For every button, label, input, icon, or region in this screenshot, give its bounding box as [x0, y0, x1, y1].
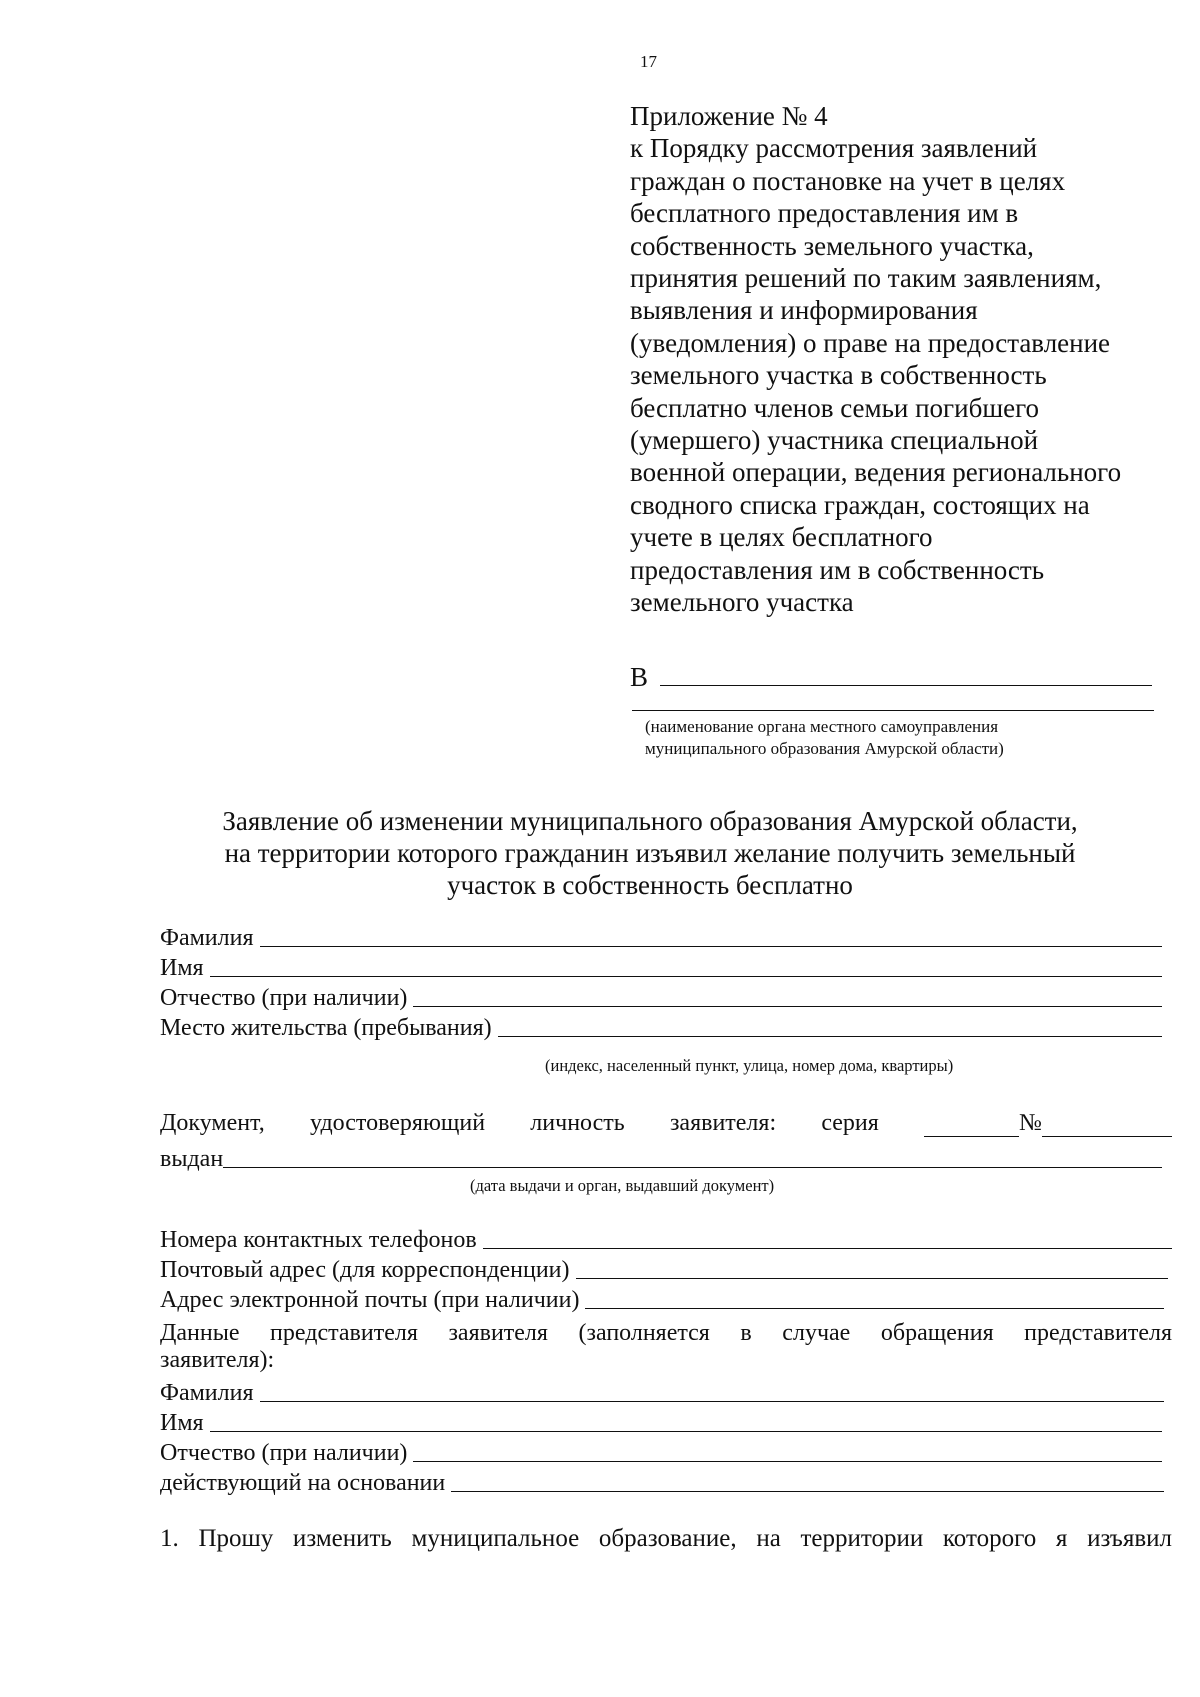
appendix-line: собственность земельного участка, — [630, 230, 1034, 261]
appendix-line: принятия решений по таким заявлениям, — [630, 263, 1102, 294]
issued-hint: (дата выдачи и орган, выдавший документ) — [470, 1176, 775, 1195]
appendix-line: бесплатного предоставления им в — [630, 198, 1019, 229]
identity-document-row — [160, 1110, 1172, 1137]
appendix-line: Приложение № 4 — [630, 101, 828, 131]
rep-basis-input[interactable] — [451, 1469, 1164, 1492]
appendix-line: учете в целях бесплатного — [630, 522, 933, 553]
name-input[interactable] — [210, 954, 1162, 977]
appendix-line: земельного участка — [630, 587, 854, 618]
appendix-line: выявления и информирования — [630, 295, 978, 326]
rep-name-label: Имя — [160, 1410, 204, 1436]
issued-input[interactable] — [223, 1145, 1162, 1168]
addressee-input-line2[interactable] — [632, 710, 1154, 711]
addressee-hint — [645, 716, 1004, 760]
patronymic-label: Отчество (при наличии) — [160, 985, 408, 1011]
appendix-line: (умершего) участника специальной — [630, 425, 1039, 456]
surname-label: Фамилия — [160, 925, 254, 951]
rep-patronymic-row — [160, 1437, 1162, 1467]
name-row — [160, 952, 1162, 982]
doc-series-number — [924, 1110, 1172, 1137]
title-line: Заявление об изменении муниципального образования Амурской области, — [222, 806, 1078, 836]
series-input[interactable] — [924, 1116, 1019, 1137]
appendix-line: (уведомления) о праве на предоставление — [630, 327, 1111, 358]
email-label: Адрес электронной почты (при наличии) — [160, 1287, 580, 1313]
doc-word: личность — [530, 1110, 625, 1136]
phones-label: Номера контактных телефонов — [160, 1227, 477, 1253]
addressee-field — [630, 662, 1155, 693]
rep-basis-row — [160, 1467, 1164, 1497]
page-number: 17 — [640, 52, 657, 71]
title-line: участок в собственность бесплатно — [447, 870, 853, 900]
addressee-prefix: В — [630, 662, 649, 692]
paragraph-1: 1. Прошу изменить муниципальное образование, на территории которого я изъявил — [160, 1525, 1172, 1552]
phones-input[interactable] — [483, 1226, 1172, 1249]
surname-row — [160, 922, 1162, 952]
rep-name-row — [160, 1407, 1162, 1437]
postal-input[interactable] — [576, 1256, 1169, 1279]
title-line: на территории которого гражданин изъявил желание получить земельный — [224, 838, 1076, 868]
rep-surname-row — [160, 1377, 1164, 1407]
phones-row — [160, 1224, 1172, 1254]
issued-row — [160, 1143, 1162, 1173]
document-title — [150, 805, 1150, 901]
appendix-header — [630, 100, 1170, 619]
addressee-hint-line: (наименование органа местного самоуправления — [645, 717, 999, 736]
rep-patronymic-label: Отчество (при наличии) — [160, 1440, 408, 1466]
name-label: Имя — [160, 955, 204, 981]
representative-intro-cont — [160, 1344, 1162, 1374]
surname-input[interactable] — [260, 924, 1162, 947]
doc-word: серия — [821, 1110, 879, 1136]
residence-label: Место жительства (пребывания) — [160, 1015, 492, 1041]
rep-name-input[interactable] — [210, 1409, 1162, 1432]
number-input[interactable] — [1042, 1116, 1172, 1137]
representative-intro: Данные представителя заявителя (заполняется в случае обращения представителя — [160, 1320, 1172, 1346]
residence-hint: (индекс, населенный пункт, улица, номер дома, квартиры) — [545, 1056, 954, 1075]
appendix-line: военной операции, ведения регионального — [630, 457, 1122, 488]
patronymic-input[interactable] — [413, 984, 1162, 1007]
doc-word: Документ, — [160, 1110, 265, 1136]
postal-label: Почтовый адрес (для корреспонденции) — [160, 1257, 570, 1283]
addressee-input[interactable] — [660, 663, 1152, 686]
doc-word: удостоверяющий — [309, 1110, 486, 1136]
postal-row — [160, 1254, 1168, 1284]
issued-label: выдан — [160, 1146, 224, 1172]
email-row — [160, 1284, 1164, 1314]
appendix-line: к Порядку рассмотрения заявлений — [630, 133, 1038, 164]
appendix-line: граждан о постановке на учет в целях — [630, 165, 1066, 196]
patronymic-row — [160, 982, 1162, 1012]
appendix-line: сводного списка граждан, состоящих на — [630, 489, 1090, 520]
appendix-line: земельного участка в собственность — [630, 360, 1047, 391]
doc-word: заявителя: — [669, 1110, 777, 1136]
residence-row — [160, 1012, 1162, 1042]
email-input[interactable] — [585, 1286, 1164, 1309]
representative-intro-line2: заявителя): — [160, 1347, 275, 1373]
appendix-line: предоставления им в собственность — [630, 554, 1045, 585]
addressee-hint-line: муниципального образования Амурской области) — [645, 739, 1004, 758]
rep-patronymic-input[interactable] — [413, 1439, 1162, 1462]
rep-surname-input[interactable] — [260, 1379, 1164, 1402]
appendix-line: бесплатно членов семьи погибшего — [630, 392, 1039, 423]
residence-input[interactable] — [498, 1014, 1162, 1037]
rep-surname-label: Фамилия — [160, 1380, 254, 1406]
rep-basis-label: действующий на основании — [160, 1470, 446, 1496]
number-sign: № — [1019, 1110, 1042, 1136]
